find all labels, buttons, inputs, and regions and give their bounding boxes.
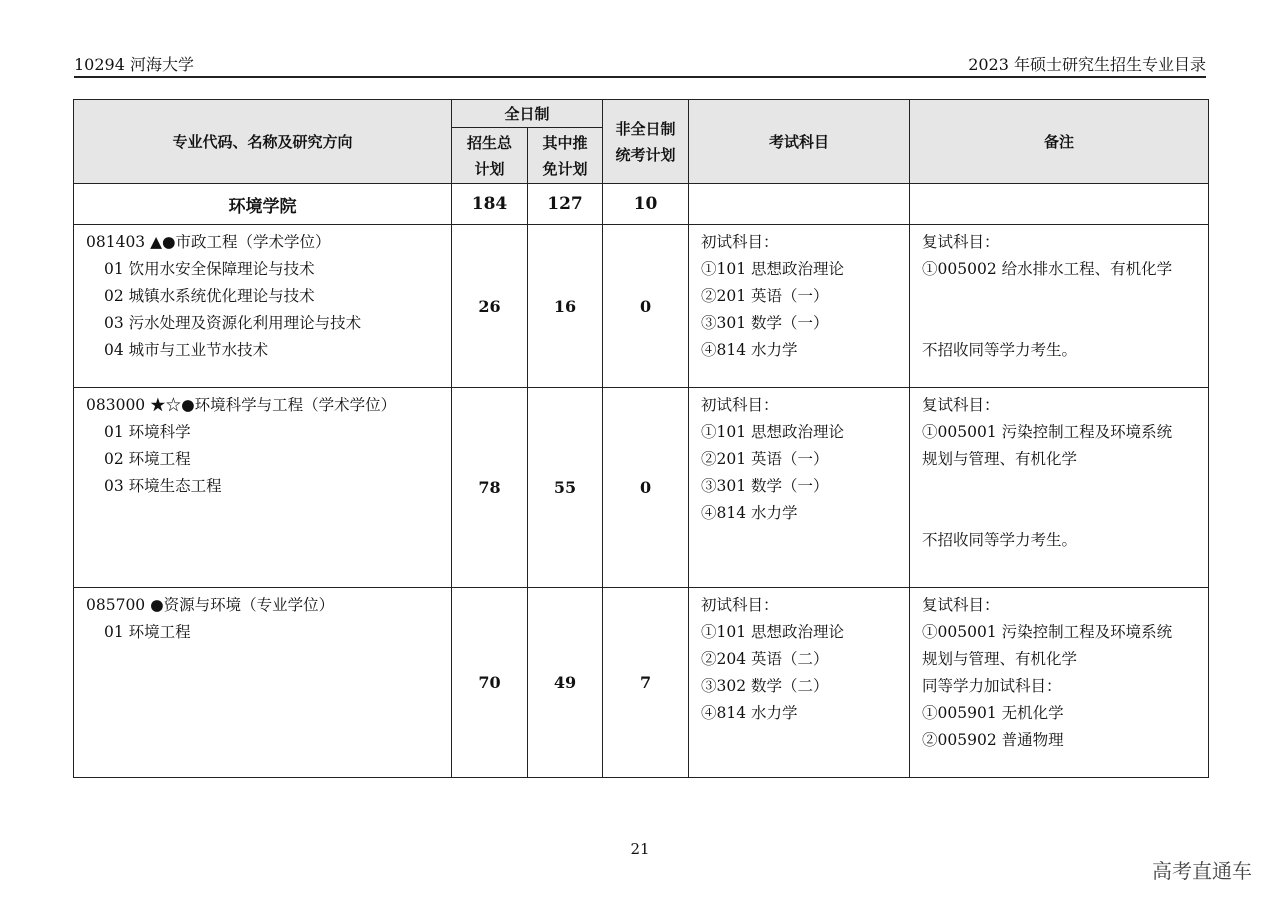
direction-item: 04 城市与工业节水技术 [104, 341, 269, 359]
exam-line: ③301 数学（一） [701, 477, 829, 495]
notes-line: 同等学力加试科目： [922, 677, 1062, 695]
major-parttime: 0 [603, 225, 689, 388]
col-notes-header: 备注 [910, 100, 1209, 184]
watermark: 高考直通车 [1152, 859, 1252, 883]
notes-line: 规划与管理、有机化学 [922, 650, 1078, 668]
exam-line: ①101 思想政治理论 [701, 423, 845, 441]
direction-item: 02 城镇水系统优化理论与技术 [104, 287, 315, 305]
major-exempt: 16 [528, 225, 603, 388]
notes-line: ①005002 给水排水工程、有机化学 [922, 260, 1173, 278]
notes-line: ①005901 无机化学 [922, 704, 1064, 722]
direction-item: 01 饮用水安全保障理论与技术 [104, 260, 315, 278]
notes-line: ①005001 污染控制工程及环境系统 [922, 423, 1173, 441]
college-parttime: 10 [603, 184, 689, 225]
catalog-title: 2023 年硕士研究生招生专业目录 [968, 55, 1206, 74]
direction-item: 01 环境工程 [104, 623, 191, 641]
college-exam-empty [689, 184, 910, 225]
direction-item: 03 污水处理及资源化利用理论与技术 [104, 314, 362, 332]
college-total: 184 [452, 184, 528, 225]
major-cell [74, 225, 452, 388]
direction-item: 01 环境科学 [104, 423, 191, 441]
notes-line: 复试科目： [922, 596, 1000, 614]
major-title: 085700 ●资源与环境（专业学位） [86, 596, 335, 614]
major-title: 083000 ★☆●环境科学与工程（学术学位） [86, 396, 397, 414]
major-cell [74, 588, 452, 778]
exam-line: ②201 英语（一） [701, 450, 829, 468]
college-row [74, 184, 1209, 225]
exam-line: ③302 数学（二） [701, 677, 829, 695]
notes-line: 复试科目： [922, 396, 1000, 414]
exam-line: 初试科目： [701, 396, 779, 414]
exam-line: ④814 水力学 [701, 704, 798, 722]
college-notes-empty [910, 184, 1209, 225]
major-parttime: 7 [603, 588, 689, 778]
college-exempt: 127 [528, 184, 603, 225]
exam-line: ④814 水力学 [701, 504, 798, 522]
major-title: 081403 ▲●市政工程（学术学位） [86, 233, 331, 251]
notes-extra: 不招收同等学力考生。 [922, 341, 1078, 359]
exam-line: ③301 数学（一） [701, 314, 829, 332]
col-exam-header: 考试科目 [689, 100, 910, 184]
notes-extra: 不招收同等学力考生。 [922, 531, 1078, 549]
page-header [74, 50, 1206, 78]
notes-line: 复试科目： [922, 233, 1000, 251]
direction-item: 02 环境工程 [104, 450, 191, 468]
exam-line: 初试科目： [701, 596, 779, 614]
col-parttime-header: 非全日制统考计划 [603, 100, 689, 184]
col-fulltime-header: 全日制 [452, 100, 603, 128]
major-total: 26 [452, 225, 528, 388]
notes-line: ②005902 普通物理 [922, 731, 1064, 749]
college-name: 环境学院 [74, 184, 452, 225]
notes-cell [910, 588, 1209, 778]
exam-line: ①101 思想政治理论 [701, 260, 845, 278]
notes-cell [910, 388, 1209, 588]
exam-line: 初试科目： [701, 233, 779, 251]
exam-line: ①101 思想政治理论 [701, 623, 845, 641]
admission-table [73, 99, 1209, 778]
col-total-plan-header: 招生总计划 [452, 128, 528, 184]
notes-cell [910, 225, 1209, 388]
col-exempt-plan-header: 其中推免计划 [528, 128, 603, 184]
col-major-header: 专业代码、名称及研究方向 [74, 100, 452, 184]
major-parttime: 0 [603, 388, 689, 588]
major-row [74, 225, 1209, 388]
university-code-name: 10294 河海大学 [74, 55, 194, 74]
major-row [74, 588, 1209, 778]
major-cell [74, 388, 452, 588]
exam-line: ②201 英语（一） [701, 287, 829, 305]
major-row [74, 388, 1209, 588]
exam-cell [689, 388, 910, 588]
page-number: 21 [630, 840, 650, 858]
major-exempt: 49 [528, 588, 603, 778]
major-exempt: 55 [528, 388, 603, 588]
exam-cell [689, 225, 910, 388]
exam-cell [689, 588, 910, 778]
exam-line: ④814 水力学 [701, 341, 798, 359]
notes-line: ①005001 污染控制工程及环境系统 [922, 623, 1173, 641]
exam-line: ②204 英语（二） [701, 650, 829, 668]
direction-item: 03 环境生态工程 [104, 477, 222, 495]
major-total: 78 [452, 388, 528, 588]
notes-line: 规划与管理、有机化学 [922, 450, 1078, 468]
major-total: 70 [452, 588, 528, 778]
